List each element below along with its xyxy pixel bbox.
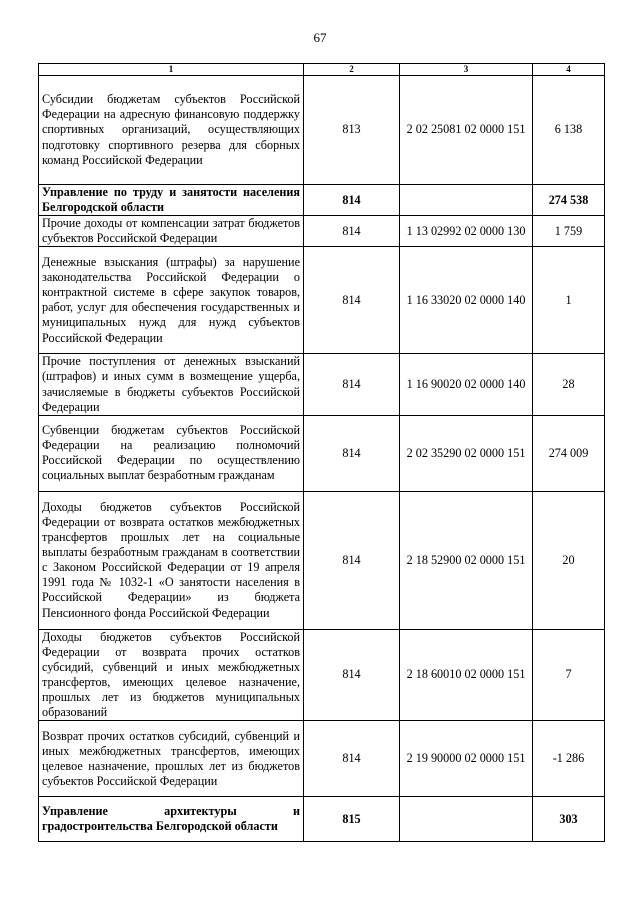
row-amount: 274 009 xyxy=(533,415,605,491)
row-admin-code: 814 xyxy=(304,629,400,721)
row-name: Доходы бюджетов субъектов Российской Федерации от возврата остатков межбюджетных трансфертов прошлых лет на социальные выплаты безработным гражданам в соответствии с Законом Российской Федерации от 19 апреля 1991 года № 1032-1 «О занятости населения в Российской Федерации» из бюджета Пенсионного фонда Российской Федерации xyxy=(39,491,304,629)
row-name: Прочие доходы от компенсации затрат бюджетов субъектов Российской Федерации xyxy=(39,216,304,247)
row-revenue-code: 1 13 02992 02 0000 130 xyxy=(400,216,533,247)
row-revenue-code: 2 02 25081 02 0000 151 xyxy=(400,76,533,185)
row-revenue-code xyxy=(400,185,533,216)
table-row xyxy=(39,76,605,185)
row-revenue-code: 1 16 90020 02 0000 140 xyxy=(400,354,533,415)
row-revenue-code: 2 02 35290 02 0000 151 xyxy=(400,415,533,491)
row-admin-code: 814 xyxy=(304,216,400,247)
row-name: Субсидии бюджетам субъектов Российской Федерации на адресную финансовую поддержку спортивных организаций, осуществляющих подготовку спортивного резерва для сборных команд Российской Федерации xyxy=(39,76,304,185)
row-admin-code: 814 xyxy=(304,415,400,491)
page-number: 67 xyxy=(313,30,327,45)
row-admin-code: 814 xyxy=(304,247,400,354)
row-name: Денежные взыскания (штрафы) за нарушение законодательства Российской Федерации о контрактной системе в сфере закупок товаров, работ, услуг для обеспечения государственных и муниципальных нужд для нужд субъектов Российской Федерации xyxy=(39,247,304,354)
table-row xyxy=(39,415,605,491)
column-header-1: 1 xyxy=(39,64,304,76)
row-amount: -1 286 xyxy=(533,721,605,797)
row-name: Управление архитектуры и градостроительства Белгородской области xyxy=(39,797,304,842)
row-admin-code: 813 xyxy=(304,76,400,185)
revenue-table xyxy=(38,63,605,842)
row-revenue-code: 2 18 52900 02 0000 151 xyxy=(400,491,533,629)
row-admin-code: 814 xyxy=(304,491,400,629)
row-amount: 7 xyxy=(533,629,605,721)
table-row xyxy=(39,629,605,721)
row-name: Субвенции бюджетам субъектов Российской Федерации на реализацию полномочий Российской Федерации по осуществлению социальных выплат безработным гражданам xyxy=(39,415,304,491)
table-header-row xyxy=(39,64,605,76)
row-amount: 28 xyxy=(533,354,605,415)
row-admin-code: 815 xyxy=(304,797,400,842)
row-name: Прочие поступления от денежных взысканий (штрафов) и иных сумм в возмещение ущерба, зачисляемые в бюджеты субъектов Российской Федерации xyxy=(39,354,304,415)
row-revenue-code: 2 19 90000 02 0000 151 xyxy=(400,721,533,797)
row-amount: 6 138 xyxy=(533,76,605,185)
row-name: Доходы бюджетов субъектов Российской Федерации от возврата прочих остатков субсидий, субвенций и иных межбюджетных трансфертов, имеющих целевое назначение, прошлых лет из бюджетов муниципальных образований xyxy=(39,629,304,721)
row-admin-code: 814 xyxy=(304,185,400,216)
row-admin-code: 814 xyxy=(304,721,400,797)
table-row xyxy=(39,721,605,797)
row-revenue-code: 2 18 60010 02 0000 151 xyxy=(400,629,533,721)
table-row xyxy=(39,797,605,842)
column-header-3: 3 xyxy=(400,64,533,76)
row-admin-code: 814 xyxy=(304,354,400,415)
row-name: Управление по труду и занятости населения Белгородской области xyxy=(39,185,304,216)
column-header-4: 4 xyxy=(533,64,605,76)
table-row xyxy=(39,247,605,354)
table-row xyxy=(39,491,605,629)
column-header-2: 2 xyxy=(304,64,400,76)
table-row xyxy=(39,185,605,216)
row-amount: 20 xyxy=(533,491,605,629)
table-row xyxy=(39,216,605,247)
row-revenue-code xyxy=(400,797,533,842)
row-amount: 303 xyxy=(533,797,605,842)
row-amount: 274 538 xyxy=(533,185,605,216)
row-amount: 1 759 xyxy=(533,216,605,247)
row-amount: 1 xyxy=(533,247,605,354)
table-row xyxy=(39,354,605,415)
row-name: Возврат прочих остатков субсидий, субвенций и иных межбюджетных трансфертов, имеющих целевое назначение, прошлых лет из бюджетов субъектов Российской Федерации xyxy=(39,721,304,797)
row-revenue-code: 1 16 33020 02 0000 140 xyxy=(400,247,533,354)
